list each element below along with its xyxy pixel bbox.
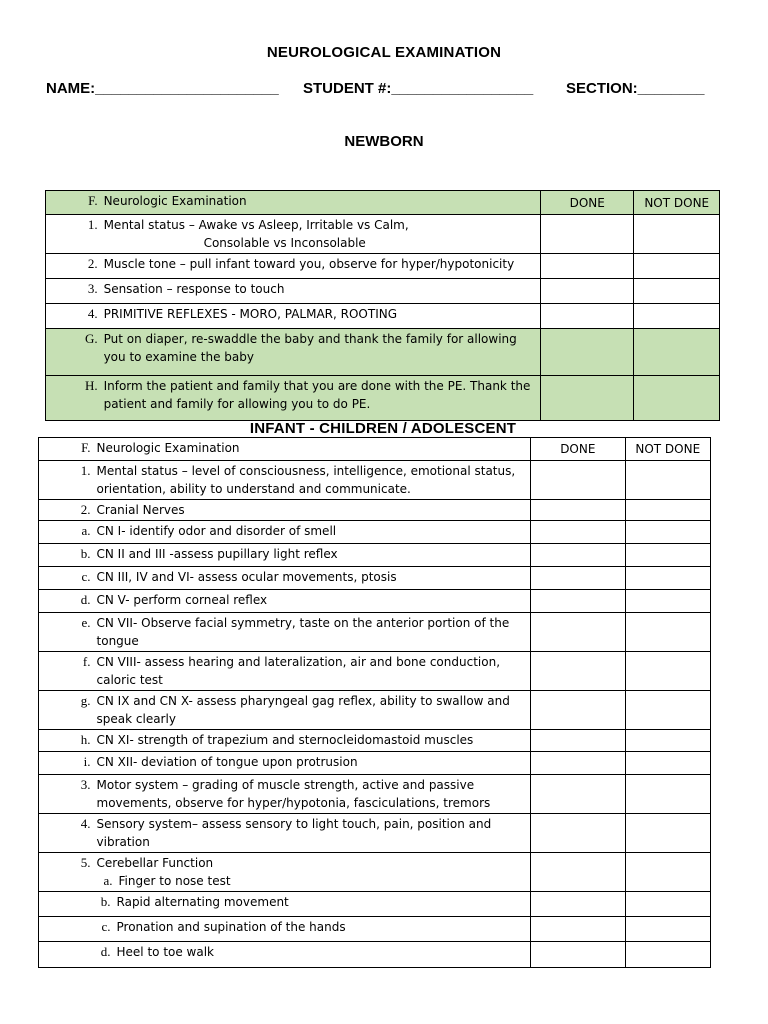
done-checkbox-cell[interactable] <box>531 853 625 892</box>
table-row <box>39 752 711 775</box>
student-info-fields <box>46 80 726 100</box>
not-done-checkbox-cell[interactable] <box>625 892 711 917</box>
not-done-checkbox-cell[interactable] <box>625 691 711 730</box>
done-checkbox-cell[interactable] <box>531 652 625 691</box>
table-row <box>39 691 711 730</box>
row-number: 1. <box>46 215 98 254</box>
table-row <box>39 775 711 814</box>
done-column-header: DONE <box>541 191 634 215</box>
not-done-checkbox-cell[interactable] <box>634 215 720 254</box>
table-row <box>46 279 720 304</box>
done-checkbox-cell[interactable] <box>541 254 634 279</box>
done-checkbox-cell[interactable] <box>531 691 625 730</box>
row-text: Cranial Nerves <box>91 500 531 521</box>
row-text: CN XII- deviation of tongue upon protrusion <box>91 752 531 775</box>
not-done-checkbox-cell[interactable] <box>625 942 711 968</box>
table-row <box>39 613 711 652</box>
not-done-checkbox-cell[interactable] <box>625 853 711 892</box>
row-text: Sensation – response to touch <box>98 279 541 304</box>
row-number: 1. <box>39 461 91 500</box>
table-row <box>39 917 711 942</box>
not-done-checkbox-cell[interactable] <box>634 304 720 329</box>
table-row <box>46 376 720 421</box>
table-row <box>46 304 720 329</box>
done-checkbox-cell[interactable] <box>541 329 634 376</box>
row-text: Muscle tone – pull infant toward you, observe for hyper/hypotonicity <box>98 254 541 279</box>
not-done-checkbox-cell[interactable] <box>634 254 720 279</box>
table-row <box>39 892 711 917</box>
done-checkbox-cell[interactable] <box>531 730 625 752</box>
row-number: F. <box>39 438 91 461</box>
done-checkbox-cell[interactable] <box>531 521 625 544</box>
row-number: 5. <box>39 853 91 892</box>
table-row <box>39 730 711 752</box>
row-text: Mental status – Awake vs Asleep, Irritable vs Calm, <box>103 218 409 232</box>
row-number: 2. <box>46 254 98 279</box>
table-row <box>39 567 711 590</box>
row-number: 2. <box>39 500 91 521</box>
not-done-checkbox-cell[interactable] <box>625 544 711 567</box>
done-checkbox-cell[interactable] <box>531 500 625 521</box>
done-checkbox-cell[interactable] <box>531 567 625 590</box>
not-done-checkbox-cell[interactable] <box>634 376 720 421</box>
row-text: CN III, IV and VI- assess ocular movements, ptosis <box>91 567 531 590</box>
done-checkbox-cell[interactable] <box>531 461 625 500</box>
row-letter: b. <box>100 894 111 909</box>
row-number: 4. <box>39 814 91 853</box>
table-row <box>39 461 711 500</box>
row-text: Mental status – level of consciousness, intelligence, emotional status, orientation, ability to understand and communicate. <box>91 461 531 500</box>
row-text: Rapid alternating movement <box>116 895 289 909</box>
table-row <box>39 500 711 521</box>
not-done-checkbox-cell[interactable] <box>625 500 711 521</box>
row-text: Motor system – grading of muscle strength, active and passive movements, observe for hyper/hypotonia, fasciculations, tremors <box>91 775 531 814</box>
not-done-checkbox-cell[interactable] <box>625 521 711 544</box>
row-text: CN V- perform corneal reflex <box>91 590 531 613</box>
not-done-checkbox-cell[interactable] <box>625 461 711 500</box>
row-letter: f. <box>39 652 91 691</box>
row-letter: d. <box>39 590 91 613</box>
done-column-header: DONE <box>531 438 625 461</box>
section-field[interactable]: SECTION:________ <box>566 80 705 97</box>
done-checkbox-cell[interactable] <box>531 590 625 613</box>
not-done-checkbox-cell[interactable] <box>625 752 711 775</box>
row-text: Neurologic Examination <box>91 438 531 461</box>
not-done-checkbox-cell[interactable] <box>625 917 711 942</box>
row-number: H. <box>46 376 98 421</box>
table-row <box>39 942 711 968</box>
done-checkbox-cell[interactable] <box>531 544 625 567</box>
infant-checklist-table <box>38 437 711 968</box>
not-done-checkbox-cell[interactable] <box>625 613 711 652</box>
student-number-field[interactable]: STUDENT #:_________________ <box>303 80 534 97</box>
not-done-column-header: NOT DONE <box>634 191 720 215</box>
table-row <box>46 329 720 376</box>
row-text: Neurologic Examination <box>98 191 541 215</box>
not-done-column-header: NOT DONE <box>625 438 711 461</box>
infant-children-adolescent-heading: INFANT - CHILDREN / ADOLESCENT <box>249 420 517 437</box>
newborn-checklist-table <box>45 190 720 421</box>
table-header-row <box>39 438 711 461</box>
row-letter: c. <box>39 567 91 590</box>
done-checkbox-cell[interactable] <box>531 775 625 814</box>
row-text: CN VII- Observe facial symmetry, taste on the anterior portion of the tongue <box>91 613 531 652</box>
done-checkbox-cell[interactable] <box>531 613 625 652</box>
done-checkbox-cell[interactable] <box>531 942 625 968</box>
row-text: Inform the patient and family that you are done with the PE. Thank the patient and family for allowing you to do PE. <box>98 376 541 421</box>
done-checkbox-cell[interactable] <box>541 376 634 421</box>
done-checkbox-cell[interactable] <box>531 752 625 775</box>
row-text: Cerebellar Function <box>96 856 214 870</box>
table-row <box>39 853 711 892</box>
not-done-checkbox-cell[interactable] <box>634 279 720 304</box>
name-field[interactable]: NAME:______________________ <box>46 80 279 97</box>
row-letter: e. <box>39 613 91 652</box>
row-text-continued: Consolable vs Inconsolable <box>203 236 366 250</box>
row-text: Pronation and supination of the hands <box>116 920 346 934</box>
table-row <box>39 521 711 544</box>
not-done-checkbox-cell[interactable] <box>625 814 711 853</box>
done-checkbox-cell[interactable] <box>531 917 625 942</box>
not-done-checkbox-cell[interactable] <box>625 730 711 752</box>
row-text: Put on diaper, re-swaddle the baby and thank the family for allowing you to examine the baby <box>98 329 541 376</box>
done-checkbox-cell[interactable] <box>541 279 634 304</box>
row-text: CN XI- strength of trapezium and sternocleidomastoid muscles <box>91 730 531 752</box>
row-letter: c. <box>101 919 111 934</box>
row-number: 3. <box>46 279 98 304</box>
not-done-checkbox-cell[interactable] <box>634 329 720 376</box>
row-number: G. <box>46 329 98 376</box>
row-text: CN I- identify odor and disorder of smell <box>91 521 531 544</box>
not-done-checkbox-cell[interactable] <box>625 590 711 613</box>
page-title: NEUROLOGICAL EXAMINATION <box>266 44 502 61</box>
done-checkbox-cell[interactable] <box>531 892 625 917</box>
row-text: CN IX and CN X- assess pharyngeal gag reflex, ability to swallow and speak clearly <box>91 691 531 730</box>
row-text: PRIMITIVE REFLEXES - MORO, PALMAR, ROOTING <box>98 304 541 329</box>
table-row <box>39 544 711 567</box>
row-letter: h. <box>39 730 91 752</box>
not-done-checkbox-cell[interactable] <box>625 567 711 590</box>
table-row <box>39 814 711 853</box>
row-text: Sensory system– assess sensory to light touch, pain, position and vibration <box>91 814 531 853</box>
row-letter: a. <box>39 521 91 544</box>
table-row <box>39 590 711 613</box>
row-letter: d. <box>100 944 111 959</box>
table-header-row <box>46 191 720 215</box>
row-number: 4. <box>46 304 98 329</box>
row-letter: b. <box>39 544 91 567</box>
row-letter: a. <box>103 873 113 888</box>
row-text: Heel to toe walk <box>116 945 215 959</box>
not-done-checkbox-cell[interactable] <box>625 775 711 814</box>
done-checkbox-cell[interactable] <box>541 304 634 329</box>
newborn-heading: NEWBORN <box>344 133 424 150</box>
row-subtext: Finger to nose test <box>118 874 231 888</box>
row-letter: i. <box>39 752 91 775</box>
done-checkbox-cell[interactable] <box>541 215 634 254</box>
table-row <box>46 215 720 254</box>
row-letter: g. <box>39 691 91 730</box>
row-number: F. <box>46 191 98 215</box>
row-number: 3. <box>39 775 91 814</box>
row-text: CN II and III -assess pupillary light reflex <box>91 544 531 567</box>
table-row <box>39 652 711 691</box>
not-done-checkbox-cell[interactable] <box>625 652 711 691</box>
row-text: CN VIII- assess hearing and lateralization, air and bone conduction, caloric test <box>91 652 531 691</box>
table-row <box>46 254 720 279</box>
done-checkbox-cell[interactable] <box>531 814 625 853</box>
